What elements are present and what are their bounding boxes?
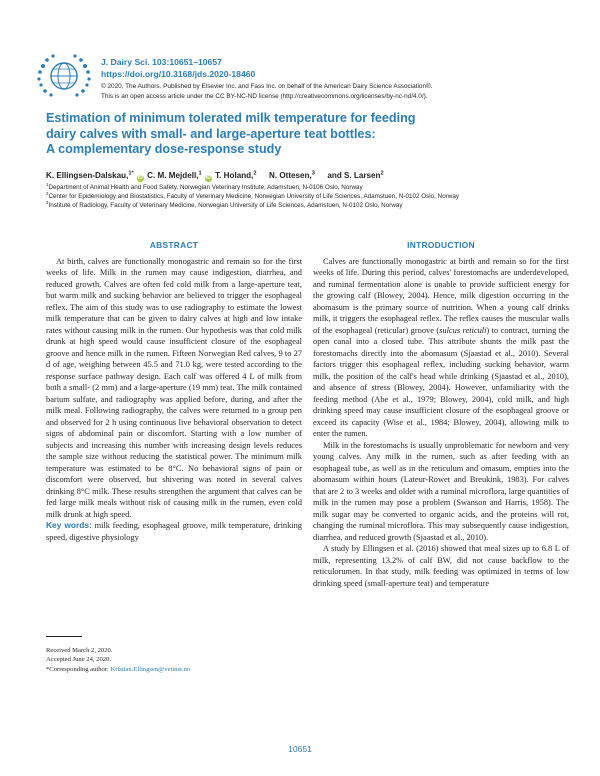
author: N. Ottesen,$^3$ bbox=[269, 170, 315, 180]
affiliations bbox=[46, 183, 566, 210]
introduction-column bbox=[313, 256, 569, 589]
keywords: Key words: milk feeding, esophageal groove, milk temperature, drinking speed, digestive physiology bbox=[46, 520, 302, 542]
abstract-body: At birth, calves are functionally monogastric and remain so for the first weeks of life. Milk in the rumen may cause indigestion, diarrhea, and reduced growth. Calves are often fed cold milk from a large-aperture teat, but warm milk and sucking behavior are believed to trigger the esophageal reflex. The aim of this study was to use radiography to estimate the lowest milk temperature that can be given to dairy calves at high and low intake rates without causing milk in the rumen. Our hypothesis was that cold milk drunk at high speed would cause insufficient closure of the esophageal groove and hence milk in the rumen. Fifteen Norwegian Red calves, 9 to 27 d of age, weighing between 45.5 and 71.0 kg, were tested according to the response surface pathway design. Each calf was offered 4 L of milk from both a small- (2 mm) and a large-aperture (19 mm) teat. The milk contained barium sulfate, and radiography was applied before, during, and after the milk meal. Following radiography, the calves were returned to a group pen and observed for 2 h using continuous live behavioral observation to detect signs of abdominal pain or discomfort. Starting with a low number of subjects and increasing this number with increasing design levels reduces the sample size without reducing the statistical power. The minimum milk temperature was estimated to be 8°C. No behavioral signs of pain or discomfort were observed, but shivering was noted in several calves drinking 8°C milk. These results strengthen the argument that calves can be fed large milk meals without risk of causing milk in the rumen, even cold milk drunk at high speed. bbox=[46, 257, 302, 519]
abstract-heading: ABSTRACT bbox=[149, 240, 199, 250]
footnote-divider bbox=[46, 636, 82, 637]
intro-paragraph: A study by Ellingsen et al. (2016) showed that meal sizes up to 6.8 L of milk, representing 13.2% of calf BW, did not cause backflow to the reticulorumen. In that study, milk feeding was optimized in terms of low drinking speed (small-aperture teat) and temperature bbox=[313, 544, 569, 588]
footnote: Received March 2, 2020. Accepted June 24, 2020. *Corresponding author: Kristian.Ellingsen@vetinst.no bbox=[46, 647, 191, 673]
journal-header bbox=[101, 56, 571, 102]
license-line: This is an open access article under the CC BY-NC-ND license (http://creativecommons.org/licenses/by-nc-nd/4.0/). bbox=[101, 93, 428, 100]
journal-reference: J. Dairy Sci. 103:10651–10657 bbox=[101, 57, 222, 67]
keywords-label: Key words: bbox=[46, 520, 92, 531]
doi-link[interactable]: https://doi.org/10.3168/jds.2020-18460 bbox=[101, 69, 256, 79]
author: and S. Larsen$^2$ bbox=[327, 170, 384, 180]
page-number: 10651 bbox=[288, 744, 312, 754]
introduction-heading: INTRODUCTION bbox=[407, 240, 475, 250]
orcid-icon[interactable]: iD bbox=[137, 174, 143, 181]
affiliation: $^2$Center for Epidemiology and Biostatistics, Faculty of Veterinary Medicine, Norwegian University of Life Sciences, Adamstuen, N-0102 Oslo, Norway bbox=[46, 190, 459, 200]
corresponding-email[interactable]: Kristian.Ellingsen@vetinst.no bbox=[110, 665, 191, 673]
author: C. M. Mejdell,$^1$ bbox=[147, 170, 202, 180]
title-line: dairy calves with small- and large-aperture teat bottles: bbox=[46, 126, 376, 141]
affiliation: $^3$Institute of Radiology, Faculty of Veterinary Medicine, Norwegian University of Life Sciences, Adamstuen, N-0102 Oslo, Norway bbox=[46, 199, 403, 209]
abstract-column bbox=[46, 256, 302, 543]
intro-paragraph: Milk in the forestomachs is usually unproblematic for newborn and very young calves. Any milk in the rumen, such as after feeding with an esophageal tube, as well as in the reticulum and omasum, empties into the abomasum within hours (Lateur-Rowet and Breukink, 1983). For calves that are 2 to 3 weeks and older with a ruminal microflora, large quantities of milk in the rumen may pose a problem (Swanson and Harris, 1958). The milk sugar may be converted to organic acids, and the proteins will rot, changing the ruminal microflora. This may subsequently cause indigestion, diarrhea, and reduced growth (Sjaastad et al., 2010). bbox=[313, 440, 569, 542]
author: T. Holand,$^2$ bbox=[215, 170, 257, 180]
journal-globe-logo bbox=[34, 52, 94, 100]
intro-paragraph: Calves are functionally monogastric at birth and remain so for the first weeks of life. During this period, calves' forestomachs are underdeveloped, and ruminal fermentation alone is unable to provide sufficient energy for the growing calf (Blowey, 2004). Hence, milk digestion occurring in the abomasum is the primary source of nutrition. When a young calf drinks milk, it triggers the esophageal reflex. The reflex causes the muscular walls of the esophageal (reticular) groove (sulcus reticuli) to contract, turning the open canal into a closed tube. This attribute shunts the milk past the forestomachs directly into the abomasum (Sjaastad et al., 2010). Several factors trigger this esophageal reflex, including sucking behavior, warm milk, the position of the calf's head while drinking (Sjaastad et al., 2010), and absence of stress (Blowey, 2004). However, unfamiliarity with the feeding method (Abe et al., 1979; Blowey, 2004), cold milk, and high drinking speed may cause insufficient closure of the esophageal groove or exceed its capacity (Wise et al., 1984; Blowey, 2004), allowing milk to enter the rumen. bbox=[313, 257, 569, 439]
author-list bbox=[46, 170, 566, 182]
orcid-icon[interactable]: iD bbox=[205, 174, 211, 181]
author: K. Ellingsen-Dalskau,$^{1*}$ bbox=[46, 170, 134, 180]
title-line: Estimation of minimum tolerated milk temperature for feeding bbox=[46, 111, 416, 125]
title-line: A complementary dose-response study bbox=[46, 142, 282, 157]
article-title bbox=[46, 111, 566, 158]
copyright-line: © 2020, The Authors. Published by Elsevier Inc. and Fass Inc. on behalf of the American Dairy Science Association®. bbox=[101, 83, 433, 90]
affiliation: $^1$Department of Animal Health and Food Safety, Norwegian Veterinary Institute, Adamstuen, N-0106 Oslo, Norway bbox=[46, 181, 363, 191]
